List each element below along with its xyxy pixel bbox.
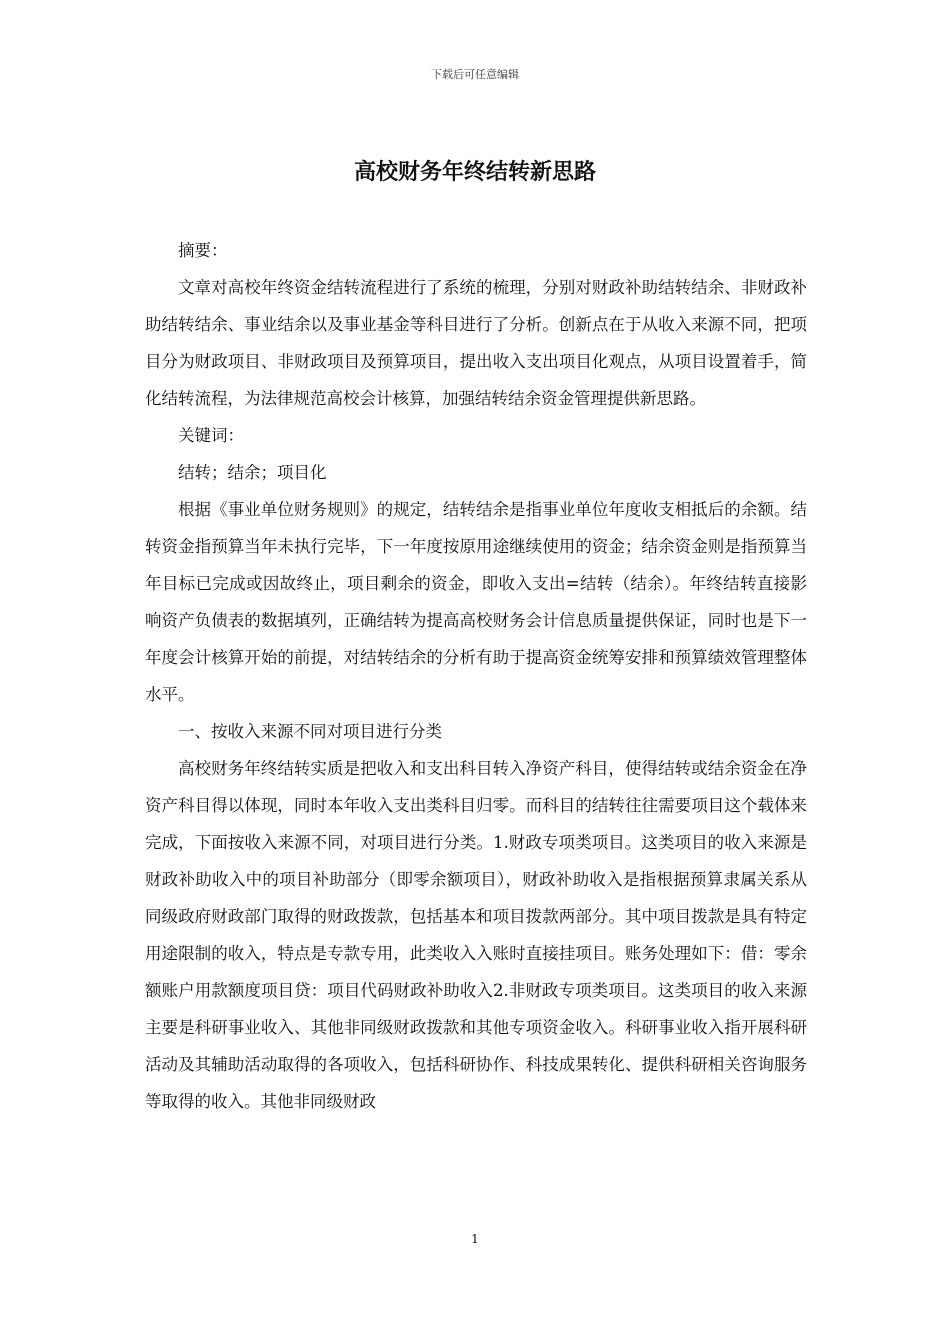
page-header-note: 下载后可任意编辑 [431, 68, 519, 81]
page-number: 1 [471, 1232, 479, 1246]
abstract-paragraph: 文章对高校年终资金结转流程进行了系统的梳理，分别对财政补助结转结余、非财政补助结转结余、事业结余以及事业基金等科目进行了分析。创新点在于从收入来源不同，把项目分为财政项目、非财政项目及预算项目，提出收入支出项目化观点，从项目设置着手，简化结转流程，为法律规范高校会计核算，加强结转结余资金管理提供新思路。 [145, 278, 807, 408]
document-body [145, 232, 807, 1120]
document-title: 高校财务年终结转新思路 [353, 159, 596, 185]
body-paragraph: 高校财务年终结转实质是把收入和支出科目转入净资产科目，使得结转或结余资金在净资产科目得以体现，同时本年收入支出类科目归零。而科目的结转往往需要项目这个载体来完成，下面按收入来源不同，对项目进行分类。1.财政专项类项目。这类项目的收入来源是财政补助收入中的项目补助部分（即零余额项目），财政补助收入是指根据预算隶属关系从同级政府财政部门取得的财政拨款，包括基本和项目拨款两部分。其中项目拨款是具有特定用途限制的收入，特点是专款专用，此类收入入账时直接挂项目。账务处理如下：借：零余额账户用款额度项目贷：项目代码财政补助收入2.非财政专项类项目。这类项目的收入来源主要是科研事业收入、其他非同级财政拨款和其他专项资金收入。科研事业收入指开展科研活动及其辅助活动取得的各项收入，包括科研协作、科技成果转化、提供科研相关咨询服务等取得的收入。其他非同级财政 [145, 759, 807, 1111]
body-paragraph: 根据《事业单位财务规则》的规定，结转结余是指事业单位年度收支相抵后的余额。结转资金指预算当年未执行完毕，下一年度按原用途继续使用的资金；结余资金则是指预算当年目标已完成或因故终止，项目剩余的资金，即收入支出=结转（结余）。年终结转直接影响资产负债表的数据填列，正确结转为提高高校财务会计信息质量提供保证，同时也是下一年度会计核算开始的前提，对结转结余的分析有助于提高资金统筹安排和预算绩效管理整体水平。 [145, 500, 807, 704]
keywords-heading: 关键词： [178, 426, 244, 445]
section-heading: 一、按收入来源不同对项目进行分类 [178, 722, 442, 741]
keywords-list: 结转；结余；项目化 [178, 463, 327, 482]
abstract-heading: 摘要： [178, 241, 228, 260]
